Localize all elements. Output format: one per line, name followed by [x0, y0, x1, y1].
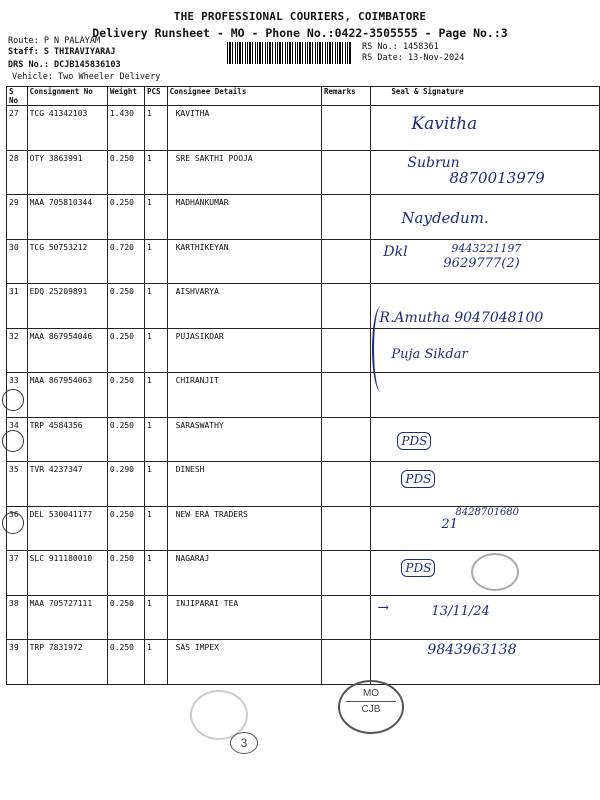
handwritten-phone: 9443221197 — [451, 241, 522, 255]
signature-cell — [371, 595, 600, 640]
vehicle-label: Vehicle: Two Wheeler Delivery — [12, 72, 161, 82]
barcode — [227, 42, 351, 64]
serial-number: 38 — [7, 595, 28, 640]
handwritten-signature: Subrun — [407, 154, 460, 171]
consignment-number: MAA 867954063 — [27, 373, 107, 418]
consignee: NAGARAJ — [167, 551, 321, 596]
column-header: Seal & Signature — [371, 87, 600, 106]
serial-number: 37 — [7, 551, 28, 596]
consignee: KAVITHA — [167, 106, 321, 151]
pieces: 1 — [144, 551, 167, 596]
signature-cell — [371, 106, 600, 151]
weight: 1.430 — [107, 106, 144, 151]
consignment-number: TVR 4237347 — [27, 462, 107, 507]
mo-cjb-stamp — [338, 680, 404, 734]
consignee: SRE SAKTHI POOJA — [167, 150, 321, 195]
staff-label: Staff: S THIRAVIYARAJ — [8, 47, 116, 57]
consignee: AISHVARYA — [167, 284, 321, 329]
consignee: KARTHIKEYAN — [167, 239, 321, 284]
consignee: NEW ERA TRADERS — [167, 506, 321, 551]
weight: 0.250 — [107, 328, 144, 373]
column-header: Consignment No — [27, 87, 107, 106]
column-header: PCS — [144, 87, 167, 106]
runsheet-table — [6, 86, 600, 685]
table-row — [7, 417, 600, 462]
table-row — [7, 595, 600, 640]
serial-number: 27 — [7, 106, 28, 151]
remarks — [322, 640, 371, 685]
rs-date: RS Date: 13-Nov-2024 — [362, 53, 465, 63]
handwritten-signature: R.Amutha 9047048100 — [379, 310, 544, 326]
table-row — [7, 551, 600, 596]
weight: 0.250 — [107, 373, 144, 418]
signature-cell — [371, 239, 600, 284]
signature-cell — [371, 417, 600, 462]
consignment-number: TCG 41342103 — [27, 106, 107, 151]
consignment-number: OTY 3863991 — [27, 150, 107, 195]
weight: 0.250 — [107, 595, 144, 640]
handwritten-date: 13/11/24 — [431, 603, 490, 619]
table-row — [7, 284, 600, 329]
table-row — [7, 150, 600, 195]
remarks — [322, 106, 371, 151]
remarks — [322, 284, 371, 329]
weight: 0.250 — [107, 506, 144, 551]
faint-seal — [471, 553, 519, 591]
pieces: 1 — [144, 595, 167, 640]
pieces: 1 — [144, 284, 167, 329]
handwritten-phone: 9629777(2) — [443, 255, 520, 271]
table-row — [7, 239, 600, 284]
serial-number: 34 — [7, 417, 28, 462]
route-label: Route: P N PALAYAM — [8, 36, 101, 46]
column-header: Consignee Details — [167, 87, 321, 106]
signature-cell — [371, 284, 600, 329]
remarks — [322, 373, 371, 418]
table-row — [7, 328, 600, 373]
consignee: INJIPARAI TEA — [167, 595, 321, 640]
handwritten-signature: Puja Sikdar — [391, 346, 468, 362]
pds-stamp: PDS — [397, 432, 431, 450]
remarks — [322, 195, 371, 240]
weight: 0.250 — [107, 150, 144, 195]
weight: 0.250 — [107, 284, 144, 329]
serial-number: 28 — [7, 150, 28, 195]
stamp-text-top: MO — [362, 688, 380, 699]
serial-number: 36 — [7, 506, 28, 551]
column-header: Weight — [107, 87, 144, 106]
signature-cell — [371, 195, 600, 240]
handwritten-bracket — [372, 306, 390, 392]
remarks — [322, 595, 371, 640]
remarks — [322, 417, 371, 462]
table-row — [7, 373, 600, 418]
consignment-number: MAA 705727111 — [27, 595, 107, 640]
pieces: 1 — [144, 506, 167, 551]
consignee: PUJASIKDAR — [167, 328, 321, 373]
company-title: THE PROFESSIONAL COURIERS, COIMBATORE — [173, 10, 427, 23]
weight: 0.290 — [107, 462, 144, 507]
weight: 0.250 — [107, 640, 144, 685]
signature-cell — [371, 506, 600, 551]
circle-mark — [2, 512, 24, 534]
pieces: 1 — [144, 195, 167, 240]
handwritten-phone: 9843963138 — [427, 642, 517, 658]
pieces: 1 — [144, 239, 167, 284]
consignment-number: EDQ 25209891 — [27, 284, 107, 329]
pieces: 1 — [144, 328, 167, 373]
handwritten-mark: 21 — [441, 516, 458, 532]
handwritten-signature: Kavitha — [411, 114, 478, 134]
serial-number: 33 — [7, 373, 28, 418]
circle-mark — [2, 389, 24, 411]
signature-cell — [371, 462, 600, 507]
table-row — [7, 462, 600, 507]
consignee: DINESH — [167, 462, 321, 507]
pieces: 1 — [144, 417, 167, 462]
signature-cell — [371, 373, 600, 418]
consignee: SARASWATHY — [167, 417, 321, 462]
signature-cell — [371, 551, 600, 596]
weight: 0.720 — [107, 239, 144, 284]
consignment-number: TCG 50753212 — [27, 239, 107, 284]
arrow-mark: → — [377, 599, 390, 616]
handwritten-phone: 8428701680 — [455, 506, 520, 518]
circle-mark — [2, 430, 24, 452]
table-row — [7, 195, 600, 240]
remarks — [322, 328, 371, 373]
remarks — [322, 551, 371, 596]
rs-number: RS No.: 1458361 — [362, 42, 439, 52]
runsheet-subtitle: Delivery Runsheet - MO - Phone No.:0422-3505555 - Page No.:3 — [92, 26, 508, 40]
pieces: 1 — [144, 640, 167, 685]
pieces: 1 — [144, 373, 167, 418]
weight: 0.250 — [107, 417, 144, 462]
drs-number: DRS No.: DCJB145836103 — [8, 60, 121, 70]
consignment-number: DEL 530041177 — [27, 506, 107, 551]
table-header-row — [7, 87, 600, 106]
stamp-text-bottom: CJB — [346, 701, 396, 715]
table-row — [7, 640, 600, 685]
consignment-number: MAA 705810344 — [27, 195, 107, 240]
serial-number: 30 — [7, 239, 28, 284]
remarks — [322, 150, 371, 195]
consignment-number: MAA 867954046 — [27, 328, 107, 373]
serial-number: 39 — [7, 640, 28, 685]
remarks — [322, 239, 371, 284]
signature-cell — [371, 150, 600, 195]
signature-cell — [371, 328, 600, 373]
weight: 0.250 — [107, 195, 144, 240]
consignee: SAS IMPEX — [167, 640, 321, 685]
remarks — [322, 506, 371, 551]
serial-number: 32 — [7, 328, 28, 373]
consignment-number: TRP 4584356 — [27, 417, 107, 462]
pieces: 1 — [144, 150, 167, 195]
pieces: 1 — [144, 106, 167, 151]
pds-stamp: PDS — [401, 559, 435, 577]
consignee: MADHANKUMAR — [167, 195, 321, 240]
serial-number: 31 — [7, 284, 28, 329]
serial-number: 35 — [7, 462, 28, 507]
consignee: CHIRANJIT — [167, 373, 321, 418]
handwritten-signature: Naydedum. — [401, 209, 489, 227]
page-number-mark: 3 — [230, 732, 258, 754]
column-header: S No — [7, 87, 28, 106]
handwritten-signature: Dkl — [383, 243, 408, 260]
serial-number: 29 — [7, 195, 28, 240]
remarks — [322, 462, 371, 507]
weight: 0.250 — [107, 551, 144, 596]
consignment-number: SLC 911180010 — [27, 551, 107, 596]
consignment-number: TRP 7831972 — [27, 640, 107, 685]
pds-stamp: PDS — [401, 470, 435, 488]
table-row — [7, 506, 600, 551]
table-row — [7, 106, 600, 151]
signature-cell — [371, 640, 600, 685]
pieces: 1 — [144, 462, 167, 507]
column-header: Remarks — [322, 87, 371, 106]
handwritten-phone: 8870013979 — [449, 168, 545, 187]
